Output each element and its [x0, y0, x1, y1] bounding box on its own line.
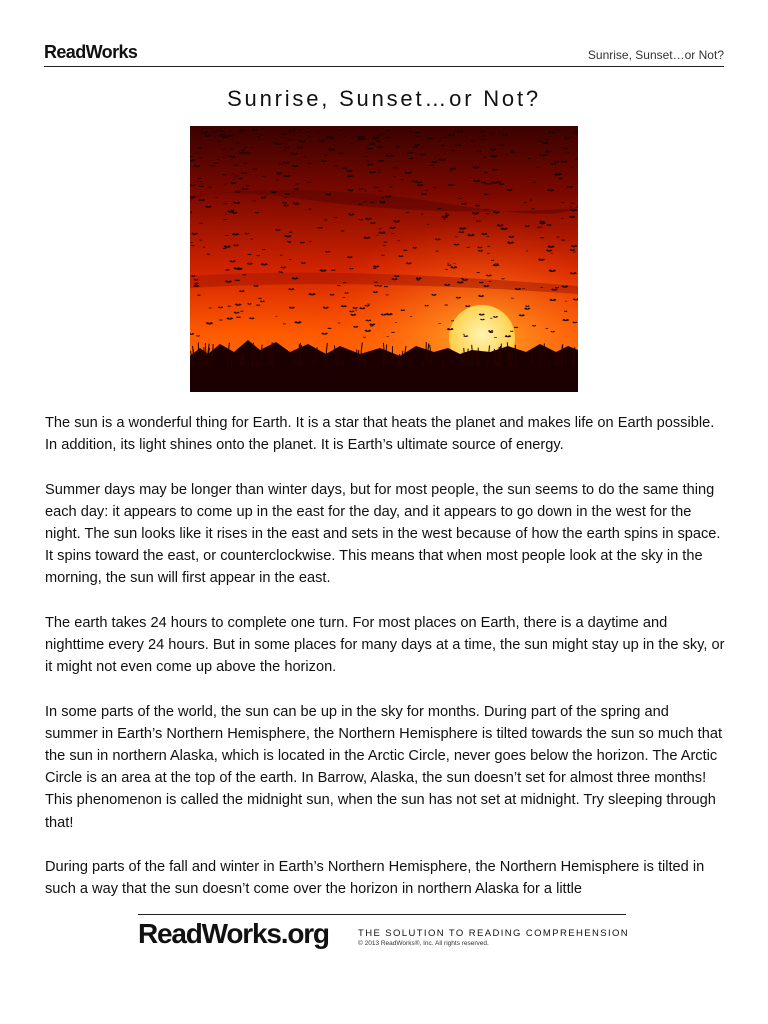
footer-divider [138, 914, 626, 915]
paragraph-1: The sun is a wonderful thing for Earth. It is a star that heats the planet and makes life on Earth possible. In addition, its light shines onto the planet. It is Earth’s ultimate source of energy. [45, 415, 715, 454]
paragraph-3: The earth takes 24 hours to complete one turn. For most places on Earth, there is a daytime and nighttime every 24 hours. But in some places for many days at a time, the sun might stay up in the sky, or it might not even come up above the horizon. [45, 614, 725, 676]
paragraph-2: Summer days may be longer than winter days, but for most people, the sun seems to do the same thing each day: it appears to come up in the east for the day, and it appears to go down in the west for the night. The sun looks like it rises in the east and sets in the west because of how the earth spins in space. It spins toward the east, or counterclockwise. This means that when most people look at the sky in the morning, the sun will first appear in the east. [45, 481, 721, 587]
readworks-org-logo: ReadWorks.org [138, 918, 329, 949]
paragraph-5: During parts of the fall and winter in Earth’s Northern Hemisphere, the Northern Hemisphere is tilted in such a way that the sun doesn’t come over the horizon in northern Alaska for a little [45, 859, 705, 898]
header-divider [44, 66, 724, 67]
footer-tagline: THE SOLUTION TO READING COMPREHENSION [358, 928, 630, 939]
article-body [45, 412, 725, 923]
paragraph-4: In some parts of the world, the sun can be up in the sky for months. During part of the spring and summer in Earth’s Northern Hemisphere, the Northern Hemisphere is tilted towards the sun so much that the sun in northern Alaska, which is located in the Arctic Circle, never goes below the horizon. The Arctic Circle is an area at the top of the earth. In Barrow, Alaska, the sun doesn’t set for almost three months! This phenomenon is called the midnight sun, when the sun has not set at midnight. Try sleeping through that! [45, 703, 723, 831]
readworks-logo: ReadWorks [44, 42, 138, 62]
running-title: Sunrise, Sunset…or Not? [587, 48, 724, 62]
article-title: Sunrise, Sunset…or Not? [227, 86, 541, 111]
footer-copyright: © 2013 ReadWorks®, Inc. All rights reserved. [358, 940, 489, 947]
sunset-birds-photo [190, 126, 578, 392]
